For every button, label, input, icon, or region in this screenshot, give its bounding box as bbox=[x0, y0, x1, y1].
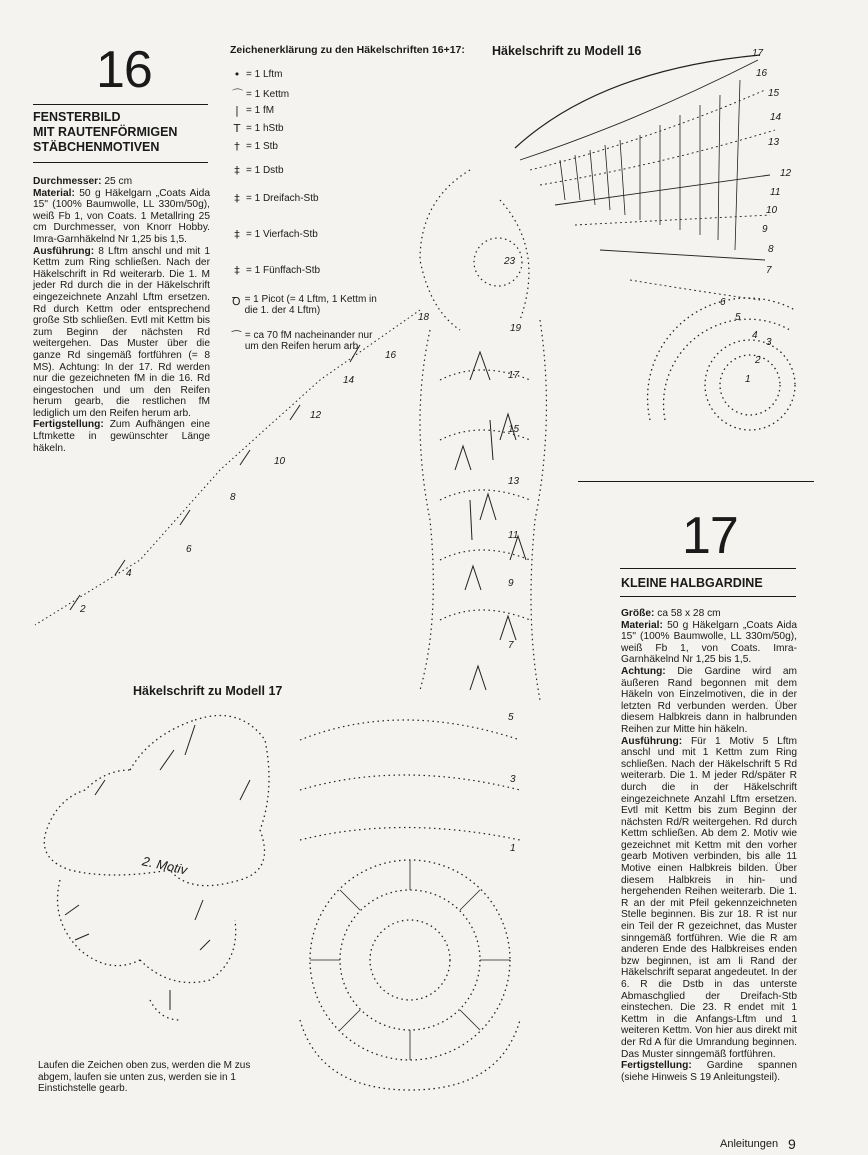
ring-stitch-icon: ⁀ bbox=[232, 330, 241, 343]
paragraph-text: Die Gardine wird am äußeren Rand begonnen mit dem Häkeln von Einzelmotiven, die in der letzten Rd verbunden werden. Über diesem Halbkreis dann in halbrunden Reihen zur Mitte hin häkeln. bbox=[621, 665, 797, 735]
round-number: 5 bbox=[735, 312, 741, 323]
paragraph-text: 50 g Häkelgarn „Coats Aida 15" (100% Baumwolle, LL 330m/50g), weiß Fb 1, von Coats. 1 Metallring 25 cm Durchmesser, von Knorr Hobby. Imra-Garnhäkelnd Nr 1,25 bis 1,5. bbox=[33, 187, 210, 245]
round-number: 15 bbox=[768, 88, 780, 99]
paragraph-label: Ausführung: bbox=[621, 735, 683, 747]
paragraph-text: 25 cm bbox=[101, 176, 133, 187]
model17-paragraph bbox=[621, 666, 797, 736]
round-number: 7 bbox=[508, 640, 514, 651]
round-number: 4 bbox=[752, 330, 758, 341]
footer-label: Anleitungen bbox=[720, 1138, 779, 1150]
round-number: 3 bbox=[766, 337, 772, 348]
paragraph-label: Fertigstellung: bbox=[33, 419, 104, 431]
round-number: 18 bbox=[418, 312, 430, 323]
round-number: 6 bbox=[186, 544, 192, 555]
round-number: 2 bbox=[80, 604, 86, 615]
model17-title: KLEINE HALBGARDINE bbox=[621, 576, 763, 590]
legend-text: = 1 Dstb bbox=[246, 165, 284, 176]
round-number: 9 bbox=[508, 578, 514, 589]
round-number: 5 bbox=[508, 712, 514, 723]
legend-text: = ca 70 fM nacheinander nur um den Reifen herum arb bbox=[244, 330, 373, 352]
model16-title-line2: MIT RAUTENFÖRMIGEN bbox=[33, 125, 178, 139]
model17-number: 17 bbox=[682, 507, 738, 565]
round-number: 7 bbox=[766, 265, 772, 276]
half-double-icon: T bbox=[233, 122, 241, 135]
paragraph-label: Durchmesser: bbox=[33, 176, 102, 187]
paragraph-label: Größe: bbox=[621, 608, 655, 619]
model17-paragraph bbox=[621, 608, 797, 620]
round-number: 8 bbox=[230, 492, 236, 503]
chain-stitch-icon: • bbox=[233, 68, 241, 81]
round-number: 14 bbox=[343, 375, 355, 386]
round-number: 11 bbox=[770, 187, 781, 198]
round-number: 23 bbox=[504, 256, 516, 267]
diagram16-title: Häkelschrift zu Modell 16 bbox=[492, 44, 642, 58]
model17-paragraph bbox=[621, 1060, 797, 1083]
round-number: 16 bbox=[756, 68, 768, 79]
round-number: 9 bbox=[762, 224, 768, 235]
legend-text: = 1 Dreifach-Stb bbox=[246, 193, 319, 204]
round-number: 4 bbox=[126, 568, 132, 579]
round-number: 6 bbox=[720, 297, 726, 308]
model16-title-line3: STÄBCHENMOTIVEN bbox=[33, 140, 160, 154]
treble-icon: ‡ bbox=[234, 164, 240, 177]
round-number: 13 bbox=[768, 137, 780, 148]
round-number: 15 bbox=[508, 424, 520, 435]
paragraph-label: Ausführung: bbox=[33, 245, 95, 257]
round-number: 1 bbox=[745, 374, 751, 385]
single-crochet-icon: | bbox=[235, 104, 239, 117]
round-number: 16 bbox=[385, 350, 397, 361]
legend-text: = 1 Fünffach-Stb bbox=[246, 265, 321, 276]
legend-text: = 1 fM bbox=[246, 105, 275, 116]
round-number: 2 bbox=[755, 355, 761, 366]
round-number: 17 bbox=[752, 48, 764, 59]
ring-arc bbox=[515, 55, 760, 148]
paragraph-label: Material: bbox=[621, 619, 663, 631]
round-number: 3 bbox=[510, 774, 516, 785]
legend-text: = 1 Picot (= 4 Lftm, 1 Kettm in die 1. der 4 Lftm) bbox=[244, 294, 377, 316]
model17-rows bbox=[300, 720, 520, 840]
paragraph-text: Für 1 Motiv 5 Lftm anschl und mit 1 Kettm zum Ring schließen. Nach der Häkelschrift 5 Rd weiterarb. Die 1. M jeder Rd/später R durch die in der Häkelschrift eingezeichnete Anzahl Lftm ersetzen. Evtl mit Kettm bis zum Beginn der nächsten Rd/R weitergehen. Rd durch Kettm schließen. Ab dem 2. Motiv wie gezeichnet mit Kettm mit den vorher gearb Motiven verbinden, bis alle 11 Motive einen Halbkreis bilden. Über diesem Halbkreis in hin- und hergehenden Reihen weiterarb. Die 1. R an der mit Pfeil gekennzeichneten Stelle beginnen. Bis zur 18. R ist nur ein Teil der R gezeichnet, das Muster sinngemäß fortführen. Wie die R am anderen Ende des Halbkreises enden bzw beginnen, ist am li Rand der Häkelschrift separat angedeutet. In der 6. R die Dstb in das unterste Abmaschglied der Dreifach-Stb einstechen. Die 23. R endet mit 1 Kettm in die Anfangs-Lftm und 1 weiteren Kettm. Von hier aus direkt mit der Rd A für die Umrandung beginnen. Das Muster sinngemäß fortführen. bbox=[621, 735, 797, 1060]
diagram-note: Laufen die Zeichen oben zus, werden die M zus abgem, laufen sie unten zus, werden sie in 1 Einstichstelle gearb. bbox=[38, 1060, 251, 1094]
round-number: 1 bbox=[510, 843, 516, 854]
round-number: 14 bbox=[770, 112, 782, 123]
round-number: 19 bbox=[510, 323, 522, 334]
motif-label: 2. Motiv bbox=[140, 853, 189, 878]
rhomb-stitches bbox=[455, 352, 526, 690]
model16-title-line1: FENSTERBILD bbox=[33, 110, 121, 124]
round-number: 12 bbox=[780, 168, 792, 179]
ring-diagonal bbox=[35, 310, 420, 625]
model17-divider bbox=[620, 568, 796, 569]
paragraph-label: Achtung: bbox=[621, 665, 666, 677]
legend-text: = 1 hStb bbox=[246, 123, 284, 134]
legend-title: Zeichenerklärung zu den Häkelschriften 16+17: bbox=[230, 44, 465, 56]
paragraph-label: Material: bbox=[33, 187, 75, 199]
model17-title-underline bbox=[620, 596, 796, 597]
round-number: 12 bbox=[310, 410, 322, 421]
model17-paragraph bbox=[621, 620, 797, 666]
model17-paragraph bbox=[621, 736, 797, 1061]
slip-stitch-icon: ⌒ bbox=[232, 88, 243, 101]
triple-treble-icon: ‡ bbox=[234, 192, 240, 205]
quad-treble-icon: ‡ bbox=[234, 228, 240, 241]
paragraph-label: Fertigstellung: bbox=[621, 1060, 692, 1072]
paragraph-text: Zum Aufhängen eine Lftmkette in gewünschter Länge häkeln. bbox=[33, 419, 210, 454]
legend-text: = 1 Lftm bbox=[246, 69, 283, 80]
round-number: 13 bbox=[508, 476, 520, 487]
round-number: 10 bbox=[766, 205, 778, 216]
paragraph-text: ca 58 x 28 cm bbox=[654, 608, 721, 619]
legend-text: = 1 Stb bbox=[246, 141, 278, 152]
center-rosette bbox=[648, 298, 795, 430]
double-crochet-icon: † bbox=[234, 140, 240, 153]
quint-treble-icon: ‡ bbox=[234, 264, 240, 277]
round-number: 10 bbox=[274, 456, 286, 467]
model16-number: 16 bbox=[96, 41, 152, 99]
rosette-spokes bbox=[310, 860, 510, 1060]
fan-stitches bbox=[560, 80, 740, 250]
model17-body bbox=[621, 608, 797, 1083]
page-number: 9 bbox=[788, 1136, 796, 1152]
model17-top-rule bbox=[578, 481, 814, 482]
legend-text: = 1 Vierfach-Stb bbox=[246, 229, 318, 240]
paragraph-text: Gardine spannen (siehe Hinweis S 19 Anleitungsteil). bbox=[621, 1060, 797, 1083]
diagram17-title: Häkelschrift zu Modell 17 bbox=[133, 684, 283, 698]
legend-text: = 1 Kettm bbox=[246, 88, 290, 100]
paragraph-text: 8 Lftm anschl und mit 1 Kettm zum Ring schließen. Nach der Häkelschrift in Rd weiterarb. Die 1. M jeder Rd durch die in der Häkelschrift eingezeichnete Anzahl Lftm ersetzen. Rd durch Kettm oder entsprechend große Stb schließen. Evtl mit Kettm bis zum Beginn der nächsten Rd weitergehen. Das Muster über die ganze Rd singemäß fortführen (= 8 MS). Achtung: In der 17. Rd werden nur die gezeichneten fM in die 16. Rd eingestochen und um den Reifen herum gearb, die restlichen fM lediglich um den Reifen herum arb. bbox=[33, 245, 210, 419]
round-number: 17 bbox=[508, 370, 520, 381]
round-number: 8 bbox=[768, 244, 774, 255]
paragraph-text: 50 g Häkelgarn „Coats Aida 15" (100% Baumwolle, LL 330m/50g), weiß Fb 1, von Coats. Imra-Garnhäkelnd Nr 1,25 bis 1,5. bbox=[621, 619, 797, 666]
rhomb-strip bbox=[420, 170, 546, 700]
round-number: 11 bbox=[508, 530, 519, 541]
picot-icon: Ꝺ bbox=[232, 295, 241, 308]
